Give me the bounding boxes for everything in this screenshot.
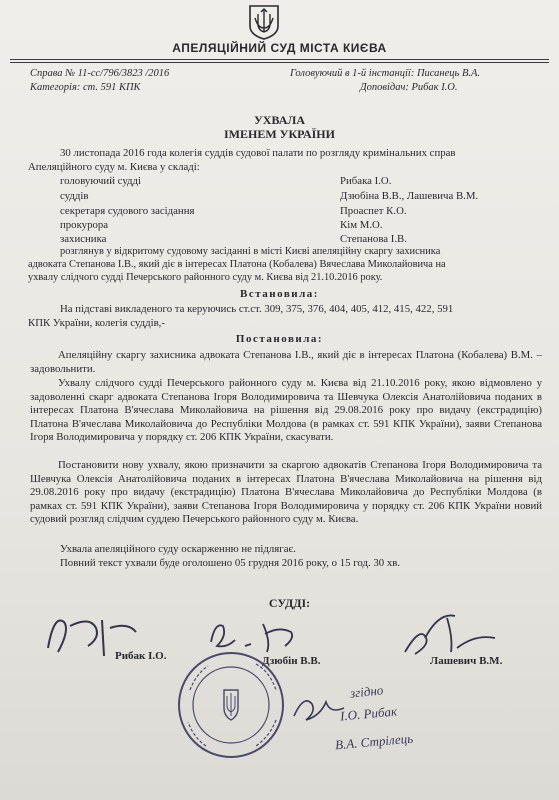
resolved-paragraph: Повний текст ухвали буде оголошено 05 грудня 2016 року, о 15 год. 30 хв. bbox=[60, 557, 401, 569]
considered-line: розглянув у відкритому судовому засіданні в місті Києві апеляційну скаргу захисника bbox=[60, 246, 441, 257]
handwritten-name: І.О. Рибак bbox=[339, 703, 398, 724]
panel-role: захисника bbox=[60, 233, 107, 245]
resolved-paragraph: Ухвала апеляційного суду оскарженню не підлягає. bbox=[60, 543, 296, 555]
resolved-paragraph: Ухвалу слідчого судді Печерського районного суду м. Києва від 21.10.2016 року, якою відмовлено у задоволенні скарг адвоката Степанова Ігоря Володимировича та Шевчука Олексія Анатолійовича поданих в інтересах Платона В'ячеслава Миколайовича на рішення від 29.08.2016 року про видачу (екстрадицію) Платона В'ячеслава Миколайовича до Республіки Молдова (в рамках ст. 591 КПК України), заяви Степанова Ігоря Володимировича у порядку ст. 206 КПК України, скасувати. bbox=[30, 377, 542, 443]
established-heading: Встановила: bbox=[240, 288, 319, 300]
reporting-judge: Доповідач: Рибак І.О. bbox=[360, 82, 458, 93]
header-divider-2 bbox=[10, 62, 549, 63]
intro-line-2: Апеляційного суду м. Києва у складі: bbox=[28, 161, 200, 173]
considered-line: ухвалу слідчого судді Печерського районного суду м. Києва від 21.10.2016 року. bbox=[28, 272, 383, 283]
panel-name: Рибака І.О. bbox=[340, 175, 392, 187]
intro-line-1: 30 листопада 2016 года колегія суддів судової палати по розгляду кримінальних справ bbox=[60, 147, 456, 159]
header-divider-1 bbox=[10, 59, 549, 60]
coat-of-arms-icon bbox=[247, 4, 281, 40]
court-seal-icon bbox=[176, 650, 286, 760]
resolved-paragraph: Апеляційну скаргу захисника адвоката Степанова І.В., який діє в інтересах Платона (Кобалева) В.М. – задовольнити. bbox=[30, 349, 542, 375]
established-line: КПК України, колегія суддів,- bbox=[28, 317, 165, 329]
resolved-heading: Постановила: bbox=[235, 333, 324, 345]
first-instance-judge: Головуючий в 1-й інстанції: Писанець В.А. bbox=[290, 68, 481, 79]
court-name: АПЕЛЯЦІЙНИЙ СУД МІСТА КИЄВА bbox=[172, 41, 387, 55]
panel-role: суддів bbox=[60, 190, 89, 202]
document-type: УХВАЛА bbox=[254, 113, 305, 127]
handwritten-certified: згідно bbox=[349, 682, 384, 701]
judge-name: Лашевич В.М. bbox=[430, 655, 503, 667]
document-subtitle: ІМЕНЕМ УКРАЇНИ bbox=[224, 127, 335, 141]
considered-line: адвоката Степанова І.В., який діє в інтересах Платона (Кобалева) Вячеслава Миколайовича на bbox=[28, 259, 446, 270]
panel-name: Степанова І.В. bbox=[340, 233, 407, 245]
judge-name: Рибак І.О. bbox=[115, 650, 167, 662]
handwritten-name: В.А. Стрілець bbox=[334, 730, 414, 753]
panel-role: головуючий судді bbox=[60, 175, 142, 187]
certification-signature-icon bbox=[290, 686, 350, 726]
judge-name: Дзюбін В.В. bbox=[262, 655, 321, 667]
judges-heading: СУДДІ: bbox=[268, 596, 311, 610]
panel-name: Кім М.О. bbox=[340, 219, 383, 231]
panel-role: секретаря судового засідання bbox=[60, 205, 195, 217]
panel-role: прокурора bbox=[60, 219, 109, 231]
established-line: На підставі викладеного та керуючись ст.ст. 309, 375, 376, 404, 405, 412, 415, 422, 591 bbox=[60, 303, 454, 315]
case-number: Справа № 11-сс/796/3823 /2016 bbox=[30, 68, 170, 79]
case-category: Категорія: ст. 591 КПК bbox=[30, 82, 141, 93]
panel-name: Дзюбіна В.В., Лашевича В.М. bbox=[340, 190, 479, 202]
resolved-paragraph: Постановити нову ухвалу, якою призначити за скаргою адвокатів Степанова Ігоря Володимировича та Шевчука Олексія Анатолійовича поданих в інтересах Платона В'ячеслава Миколайовича на рішення від 29.08.2016 року про видачу (екстрадицію) Платона В'ячеслава Миколайовича до Республіки Молдова (в рамках ст. 591 КПК України), заяви Степанова Ігоря Володимировича у порядку ст. 206 КПК України новий судовий розгляд слідчим суддею Печерського районного суду м. Києва. bbox=[30, 459, 542, 525]
panel-name: Проаспет К.О. bbox=[340, 205, 407, 217]
